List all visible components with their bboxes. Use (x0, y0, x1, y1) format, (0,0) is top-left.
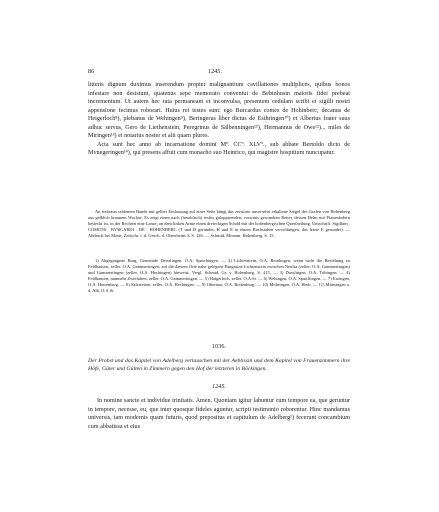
charter-dating-clause: Acta sunt hec anno ab incarnatione domini Mº. CCº. XLVº., sub abbate Bertoldo dicto de Mvnegeringen¹⁴), qui presens affuit cum monacho suo Heinrico, qui magistre hospitium nuncupatur. (88, 141, 350, 157)
page-number: 86 (88, 68, 95, 75)
seal-note-text: An rotbraun seidenem Bande mit gelber Einfassung auf einer Seite hängt das zerstörte unversehrt erhaltene Siegel des Grafen von Hohenberg aus gelblich braunem Wachse. Es zeigt einen nach (heraldisch) rechts galoppirenden, vorwärts gewandten Reiter, dessen Helm mit Pfauenfedern besteckt ist, in der Rechten eine Lanze, an dem linken Arme einen dreieckigen Schild mit der hohenbergischen Quertheilung. Umschrift: Sigillum . COMITIS . BVRCARDI . DE . HOHENBERC (T und D gerundet, H und E in einem Buchstaben verschlungen, das letzte E gerundet). — Abdruck bei Mone, Zeitschr. f. d. Gesch. d. Oberrheins 3. S. 126. — Schmid, Monum. Hohenberg. S. 15. (88, 209, 350, 239)
regest-text: Der Probst und das Kapitel von Adelberg vertauschen mit der Aebtissin und dem Kapitel von Frauenzimmern ihre Höfe, Güter und Gülten in Zimmern gegen den Hof der letzteren in Böckingen. (88, 358, 350, 373)
charter-opening-paragraph: In nomine sancte et individue trinitatis. Amen. Quoniam igitur labuntur cum tempore ea, que geruntur in tempore, necesse, eu, que inter quosque fideles aguntur, scripti testimonio roborentur. Hinc mandamus universis, tam modernis quam futuris, quod prepositus et capitulum de Adelberg¹) fecerunt concambium cum abbatissa et eius (88, 398, 350, 430)
seal-description-note (88, 209, 350, 239)
regest-summary (88, 357, 350, 374)
charter-paragraph: litteris dignum duximus inserendum propter malignantium cavillationes multiplices, quibus bonos infestare non desistunt, quatenus sepe memorato conventui de Bebinhusin maioris fidei prebeat incrementum. Ut autem hec rata permaneant et inconvulsa, presentem cedulam scribi et sigilli nostri appensione fecimus roborari. Huius rei testes sunt: ego Burcardus comes de Hohinberc, decanus de Heigerloch⁸), plebanus de Wehingen⁹), Beringerus liber dictus de Esthringen¹⁰) et Albertus frater suus adhuc servus, Gero de Liethenstein, Peregrinus de Sälbenningen¹¹), Hermannus de Owe¹²)... miles de Miringen¹³) et notarius noster et alii quam plures. (88, 82, 350, 140)
document-number: 1036. (212, 343, 226, 350)
running-head-year: 1245. (208, 68, 222, 75)
footnotes (88, 258, 350, 294)
charter-text (88, 81, 350, 158)
footnotes-text: 1) Abgegangene Burg, Gemeinde Deisslingen, O.A. Spaichingen. — 2) Lichtenstein, O.A. Reutlingen, wenn nicht die Beziehung zu Feldhausen, zeller. O.A. Gammertingen, auf die diesem Orte nahe gelegene Burgruine Lichtenstein zwischen Neufra (zeller. O.A. Gammertingen) und Gammertingen (zeller. O.A. Hechingen) hinweist. Vergl. Schmid, Gr. v. Hohenberg, S. 415. — 3) Dusslingen, O.A. Tübingen. — 4) Feldhausen, nunmehr Zwiefalten, zeller. O.A. Gammertingen. — 5) Haigerloch, zeller. O.A.St. — 6) Wehingen, O.A. Spaichingen. — 7) Erzingen, O.A. Herrenberg. — 8) Salzstetten, zeller. O.A. Hechingen. — 9) Obernau, O.A. Rottenburg. — 10) Möhringen, O.A. Horb. — 11) Münsingen a. d. Alb, O.A.St. (88, 258, 350, 294)
charter-text-2 (88, 397, 350, 431)
document-date: 1245. (212, 383, 226, 390)
